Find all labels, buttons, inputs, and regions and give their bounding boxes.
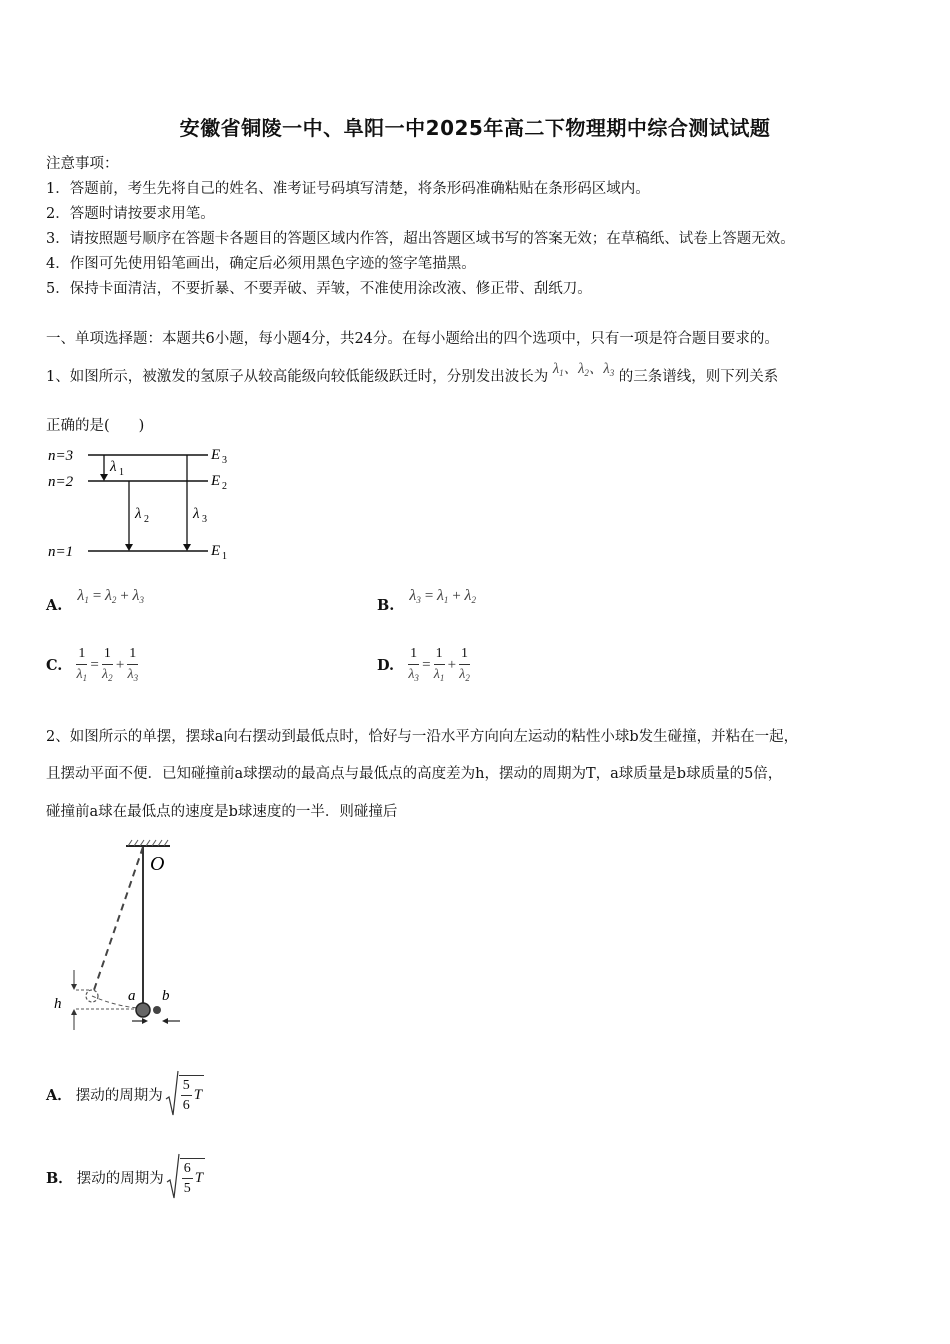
label-b: b [162,988,170,1004]
sqrt-sign [165,1069,179,1119]
label-a: a [128,988,136,1004]
q2-option-a-formula: $\frac{5}{6}$ T [165,1069,204,1119]
q1-stem [46,361,779,386]
label-n3: n=3 [48,448,74,464]
label-e3-sub: 3 [222,455,227,466]
label-o: O [150,853,165,875]
section-heading: 一、单项选择题：本题共6小题，每小题4分，共24分。在每小题给出的四个选项中，只有一项是符合题目要求的。 [46,331,779,347]
label-l1-sub: 1 [119,467,124,478]
pendulum-diagram [50,838,200,1038]
q1-option-a[interactable]: A. $\lambda_1 = \lambda_2 + \lambda_3$ [46,587,144,614]
q1-stem-end: 正确的是( ) [46,418,145,434]
label-l2-sub: 2 [144,514,149,525]
notice-item-3: 3．请按照题号顺序在答题卡各题目的答题区域内作答，超出答题区域书写的答案无效；在草稿纸、试卷上答题无效。 [46,231,795,247]
q1-lambda-list: $\lambda_1$、$\lambda_2$、$\lambda_3$ [552,361,615,378]
label-l3: λ [193,506,200,522]
label-e1: E [211,543,221,559]
q1-option-d-formula: $\frac{1}{\lambda_3}$ = $\frac{1}{\lambda_1}$ + $\frac{1}{\lambda_2}$ [408,646,470,683]
dashed-string [94,847,143,990]
ball-b [153,1006,161,1014]
notice-item-5: 5．保持卡面清洁，不要折暴、不要弄破、弄皱，不准使用涂改液、修正带、刮纸刀。 [46,281,592,297]
q1-option-c[interactable]: C. $\frac{1}{\lambda_1}$ = $\frac{1}{\lambda_2}$ + $\frac{1}{\lambda_3}$ [46,646,139,683]
label-e3: E [211,447,221,463]
page-title: 安徽省铜陵一中、阜阳一中2025年高二下物理期中综合测试试题 [179,116,771,140]
label-n1: n=1 [48,544,74,560]
notice-item-1: 1．答题前，考生先将自己的姓名、准考证号码填写清楚，将条形码准确粘贴在条形码区域内。 [46,181,650,197]
q1-option-b-formula: $\lambda_3 = \lambda_1 + \lambda_2$ [409,587,476,605]
q2-option-b[interactable]: B． 摆动的周期为 $\frac{6}{5}$ T [46,1150,205,1204]
q1-option-d[interactable]: D. $\frac{1}{\lambda_3}$ = $\frac{1}{\lambda_1}$ + $\frac{1}{\lambda_2}$ [377,646,470,683]
notice-item-2: 2．答题时请按要求用笔。 [46,206,215,222]
label-e1-sub: 1 [222,551,227,562]
sqrt-sign [166,1152,180,1202]
q1-option-b[interactable]: B. $\lambda_3 = \lambda_1 + \lambda_2$ [377,587,476,614]
q2-stem-line-3: 碰撞前a球在最低点的速度是b球速度的一半．则碰撞后 [46,804,398,820]
label-l3-sub: 3 [202,514,207,525]
q1-stem-part-a: 1、如图所示，被激发的氢原子从较高能级向较低能级跃迁时，分别发出波长为 [46,369,549,385]
notice-item-4: 4．作图可先使用铅笔画出，确定后必须用黑色字迹的签字笔描黑。 [46,256,476,272]
notice-heading: 注意事项： [46,156,119,172]
energy-level-diagram [44,440,244,565]
label-e2-sub: 2 [222,481,227,492]
q1-option-c-formula: $\frac{1}{\lambda_1}$ = $\frac{1}{\lambda_2}$ + $\frac{1}{\lambda_3}$ [76,646,139,683]
label-e2: E [211,473,221,489]
ball-a [136,1003,150,1017]
q2-stem-line-2: 且摆动平面不便．已知碰撞前a球摆动的最高点与最低点的高度差为h，摆动的周期为T，a球质量是b球质量的5倍， [46,766,783,782]
q2-option-b-formula: $\frac{6}{5}$ T [166,1152,205,1202]
label-l2: λ [135,506,142,522]
label-l1: λ [110,459,117,475]
label-n2: n=2 [48,474,74,490]
q2-stem-line-1: 2、如图所示的单摆，摆球a向右摆动到最低点时，恰好与一沿水平方向向左运动的粘性小球b发生碰撞，并粘在一起， [46,729,799,745]
q1-option-a-formula: $\lambda_1 = \lambda_2 + \lambda_3$ [77,587,144,605]
label-h: h [54,996,62,1012]
q2-option-a[interactable]: A． 摆动的周期为 $\frac{5}{6}$ T [46,1067,204,1121]
q1-stem-part-b: 的三条谱线，则下列关系 [618,369,779,385]
